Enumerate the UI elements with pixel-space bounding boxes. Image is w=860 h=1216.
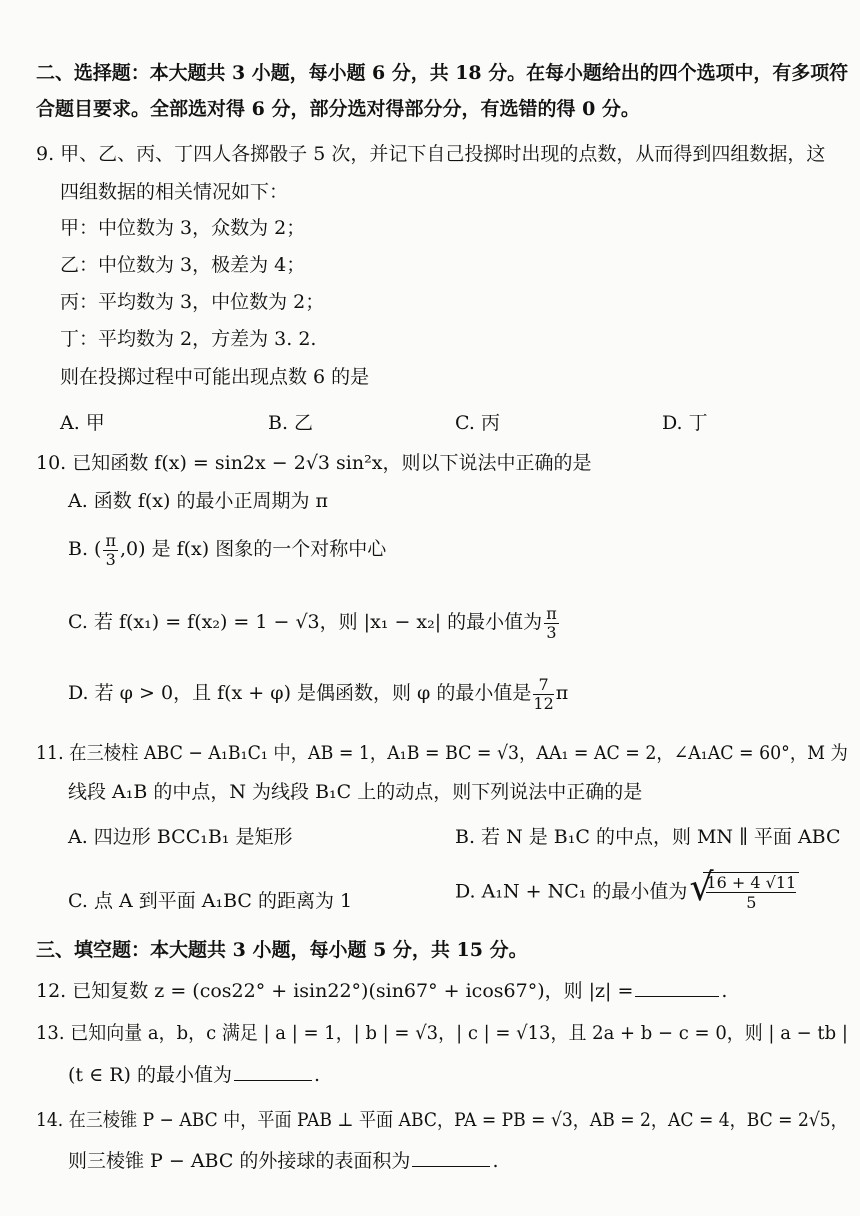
q12-answer-blank[interactable] bbox=[635, 995, 719, 997]
q11-option-c: C. 点 A 到平面 A₁BC 的距离为 1 bbox=[68, 890, 353, 912]
q10-option-b-denominator: 3 bbox=[105, 549, 116, 569]
q11-option-d-pre: D. A₁N + NC₁ 的最小值为 bbox=[455, 880, 688, 903]
q10-option-d-numerator: 7 bbox=[533, 676, 553, 695]
q10-option-d-fraction bbox=[533, 676, 553, 712]
q9-condition-yi: 乙：中位数为 3，极差为 4； bbox=[60, 254, 306, 276]
q14-stem-line1: 14. 在三棱锥 P − ABC 中，平面 PAB ⊥ 平面 ABC，PA = PB = √3，AB = 2，AC = 4，BC = 2√5， bbox=[36, 1109, 848, 1131]
q11-option-b: B. 若 N 是 B₁C 的中点，则 MN ∥ 平面 ABC bbox=[455, 826, 841, 848]
q11-option-d bbox=[455, 865, 799, 913]
q9-option-d: D. 丁 bbox=[662, 412, 708, 434]
section2-header-line1: 二、选择题：本大题共 3 小题，每小题 6 分，共 18 分。在每小题给出的四个选项中，有多项符 bbox=[36, 62, 849, 84]
q11-option-a: A. 四边形 BCC₁B₁ 是矩形 bbox=[68, 826, 293, 848]
q10-option-b-post: ,0) 是 f(x) 图象的一个对称中心 bbox=[119, 538, 387, 561]
q10-option-d-denominator: 12 bbox=[533, 693, 554, 713]
q9-option-a: A. 甲 bbox=[60, 412, 105, 434]
q10-option-d-post: π bbox=[555, 682, 569, 705]
q10-option-b-numerator: π bbox=[105, 531, 116, 550]
q9-stem-line2: 四组数据的相关情况如下： bbox=[60, 181, 289, 203]
q10-option-c bbox=[68, 605, 561, 641]
q9-condition-bing: 丙：平均数为 3，中位数为 2； bbox=[60, 291, 325, 313]
section3-header: 三、填空题：本大题共 3 小题，每小题 5 分，共 15 分。 bbox=[36, 939, 528, 961]
q12-line bbox=[36, 980, 727, 1003]
q10-option-b bbox=[68, 532, 386, 568]
q14-line2 bbox=[68, 1150, 498, 1173]
q12-stem: 12. 已知复数 z = (cos22° + isin22°)(sin67° + icos67°)，则 |z| = bbox=[36, 980, 634, 1002]
section2-header-line2: 合题目要求。全部选对得 6 分，部分选对得部分分，有选错的得 0 分。 bbox=[36, 98, 640, 120]
q10-option-c-fraction bbox=[544, 605, 559, 641]
q10-option-c-denominator: 3 bbox=[546, 622, 557, 642]
q9-stem-line1: 9. 甲、乙、丙、丁四人各掷骰子 5 次，并记下自己投掷时出现的点数，从而得到四组数据，这 bbox=[36, 143, 826, 165]
q11-stem-line2: 线段 A₁B 的中点，N 为线段 B₁C 上的动点，则下列说法中正确的是 bbox=[68, 781, 643, 803]
q14-stem-line2: 则三棱锥 P − ABC 的外接球的表面积为 bbox=[68, 1150, 411, 1172]
q9-option-c: C. 丙 bbox=[455, 412, 500, 434]
q9-ask: 则在投掷过程中可能出现点数 6 的是 bbox=[60, 366, 370, 388]
q11-option-d-fraction bbox=[703, 872, 799, 912]
q10-option-d-pre: D. 若 φ > 0，且 f(x + φ) 是偶函数，则 φ 的最小值是 bbox=[68, 682, 532, 705]
q13-end: . bbox=[313, 1064, 320, 1086]
q9-condition-ding: 丁：平均数为 2，方差为 3. 2. bbox=[60, 328, 317, 350]
q10-stem: 10. 已知函数 f(x) = sin2x − 2√3 sin²x，则以下说法中正确的是 bbox=[36, 452, 592, 474]
q11-stem-line1: 11. 在三棱柱 ABC − A₁B₁C₁ 中，AB = 1，A₁B = BC = √3，AA₁ = AC = 2，∠A₁AC = 60°，M 为 bbox=[36, 742, 848, 764]
q11-option-d-denominator: 5 bbox=[746, 893, 757, 913]
q10-option-c-pre: C. 若 f(x₁) = f(x₂) = 1 − √3，则 |x₁ − x₂| 的最小值为 bbox=[68, 611, 543, 634]
q10-option-b-pre: B. ( bbox=[68, 538, 102, 561]
q9-option-b: B. 乙 bbox=[268, 412, 314, 434]
q13-stem-line1: 13. 已知向量 a，b，c 满足 | a | = 1，| b | = √3，| c | = √13，且 2a + b − c = 0，则 | a − tb | bbox=[36, 1022, 848, 1044]
q11-option-d-numerator: 16 + 4 √11 bbox=[706, 873, 797, 892]
sqrt-sign-icon: √ bbox=[689, 865, 714, 909]
q12-end: . bbox=[721, 980, 728, 1002]
q14-answer-blank[interactable] bbox=[412, 1165, 490, 1167]
q13-stem-line2: (t ∈ R) 的最小值为 bbox=[68, 1064, 232, 1086]
q13-answer-blank[interactable] bbox=[234, 1079, 312, 1081]
q10-option-b-fraction bbox=[103, 532, 118, 568]
q10-option-a: A. 函数 f(x) 的最小正周期为 π bbox=[68, 490, 328, 512]
q9-condition-jia: 甲：中位数为 3，众数为 2； bbox=[60, 217, 306, 239]
q13-line2 bbox=[68, 1064, 320, 1087]
q14-end: . bbox=[492, 1150, 499, 1172]
q10-option-d bbox=[68, 676, 568, 712]
q11-option-d-radical bbox=[689, 865, 799, 913]
q10-option-c-numerator: π bbox=[546, 604, 557, 623]
